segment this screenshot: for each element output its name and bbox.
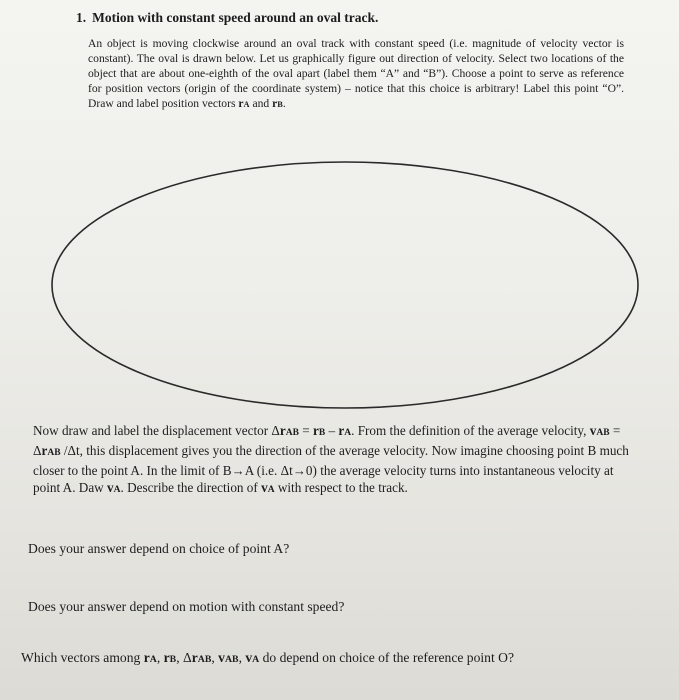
p2-text-5: . Describe the direction of bbox=[120, 480, 262, 495]
vector-v-letter: v bbox=[261, 480, 268, 495]
question-3 bbox=[21, 650, 514, 666]
vector-r-letter: r bbox=[41, 443, 48, 458]
intro-end: . bbox=[282, 97, 286, 110]
q3-rA bbox=[144, 650, 157, 665]
vector-v-letter: v bbox=[107, 480, 114, 495]
vector-subscript: B bbox=[169, 654, 177, 665]
p2-text-3: = Δ bbox=[33, 423, 621, 458]
problem-heading bbox=[76, 10, 378, 26]
q3-text-1: Which vectors among bbox=[21, 650, 144, 665]
problem-number: 1. bbox=[76, 10, 87, 25]
intro-paragraph bbox=[88, 36, 624, 112]
displacement-paragraph bbox=[33, 422, 643, 499]
vector-subscript: AB bbox=[47, 448, 61, 458]
vector-subscript: A bbox=[252, 654, 260, 665]
oval-track-outline bbox=[52, 162, 638, 408]
p2-text-4: /Δt, this displacement gives you the direction of the average velocity. Now imagine choosing point B much closer to the point A. In the limit of B→A (i.e. Δt→0) the average velocity turns into instantaneous velocity at point A. Daw bbox=[33, 443, 629, 495]
separator: , bbox=[211, 650, 219, 665]
problem-title: Motion with constant speed around an oval track. bbox=[92, 10, 379, 25]
vector-subscript: A bbox=[243, 100, 250, 109]
vector-v-letter: v bbox=[589, 423, 597, 438]
oval-track bbox=[50, 160, 640, 410]
vector-vA bbox=[107, 480, 120, 495]
q3-rB bbox=[164, 650, 177, 665]
p2-text-6: with respect to the track. bbox=[274, 480, 408, 495]
q3-text-2: do depend on choice of the reference point O? bbox=[259, 650, 515, 665]
intro-and: and bbox=[252, 97, 270, 110]
q3-vAB bbox=[218, 650, 238, 665]
q3-vA bbox=[245, 650, 259, 665]
vector-subscript: A bbox=[267, 485, 275, 495]
vector-vAB bbox=[590, 423, 610, 438]
p2-text-2: . From the definition of the average velocity, bbox=[351, 423, 590, 438]
intro-text: An object is moving clockwise around an oval track with constant speed (i.e. magnitude of velocity vector is constant). The oval is drawn below. Let us graphically figure out direction of velocity. Select two locations of the object that are about one-eighth of the oval apart (label them “A” and “B”). Choose a point to serve as reference for position vectors (origin of the coordinate system) – notice that this choice is arbitrary! Label this point “O”. Draw and label position vectors bbox=[88, 37, 624, 110]
vector-vA-2 bbox=[261, 480, 274, 495]
delta-symbol: Δ bbox=[182, 650, 192, 665]
delta-rAB-2 bbox=[41, 443, 60, 458]
vector-subscript: A bbox=[344, 428, 352, 438]
vector-rA-2 bbox=[338, 423, 351, 438]
vector-rB-2 bbox=[313, 423, 325, 438]
vector-subscript: A bbox=[149, 654, 157, 665]
vector-r-letter: r bbox=[191, 650, 198, 665]
separator: , bbox=[156, 650, 164, 665]
equals-sign: = bbox=[298, 423, 313, 438]
vector-r-letter: r bbox=[279, 423, 286, 438]
delta-rAB bbox=[280, 423, 299, 438]
vector-rB bbox=[272, 97, 283, 110]
vector-subscript: A bbox=[113, 485, 121, 495]
question-2: Does your answer depend on motion with constant speed? bbox=[28, 599, 345, 614]
p2-text-1: Now draw and label the displacement vector Δ bbox=[33, 423, 280, 438]
vector-subscript: AB bbox=[596, 428, 610, 438]
vector-r-letter: r bbox=[272, 97, 278, 110]
vector-subscript: AB bbox=[285, 428, 299, 438]
vector-subscript: AB bbox=[224, 654, 239, 665]
vector-subscript: AB bbox=[197, 654, 212, 665]
vector-subscript: B bbox=[277, 100, 283, 109]
vector-v-letter: v bbox=[218, 650, 225, 665]
vector-r-letter: r bbox=[338, 423, 345, 438]
vector-rA bbox=[238, 97, 249, 110]
minus-sign: – bbox=[325, 423, 339, 438]
vector-r-letter: r bbox=[238, 97, 244, 110]
vector-v-letter: v bbox=[245, 650, 253, 665]
question-1: Does your answer depend on choice of point A? bbox=[28, 541, 290, 556]
separator: , bbox=[238, 650, 246, 665]
separator: , bbox=[176, 650, 183, 665]
vector-subscript: B bbox=[318, 428, 326, 438]
vector-r-letter: r bbox=[312, 423, 319, 438]
vector-r-letter: r bbox=[163, 650, 170, 665]
q3-rAB bbox=[192, 650, 212, 665]
vector-r-letter: r bbox=[143, 650, 150, 665]
